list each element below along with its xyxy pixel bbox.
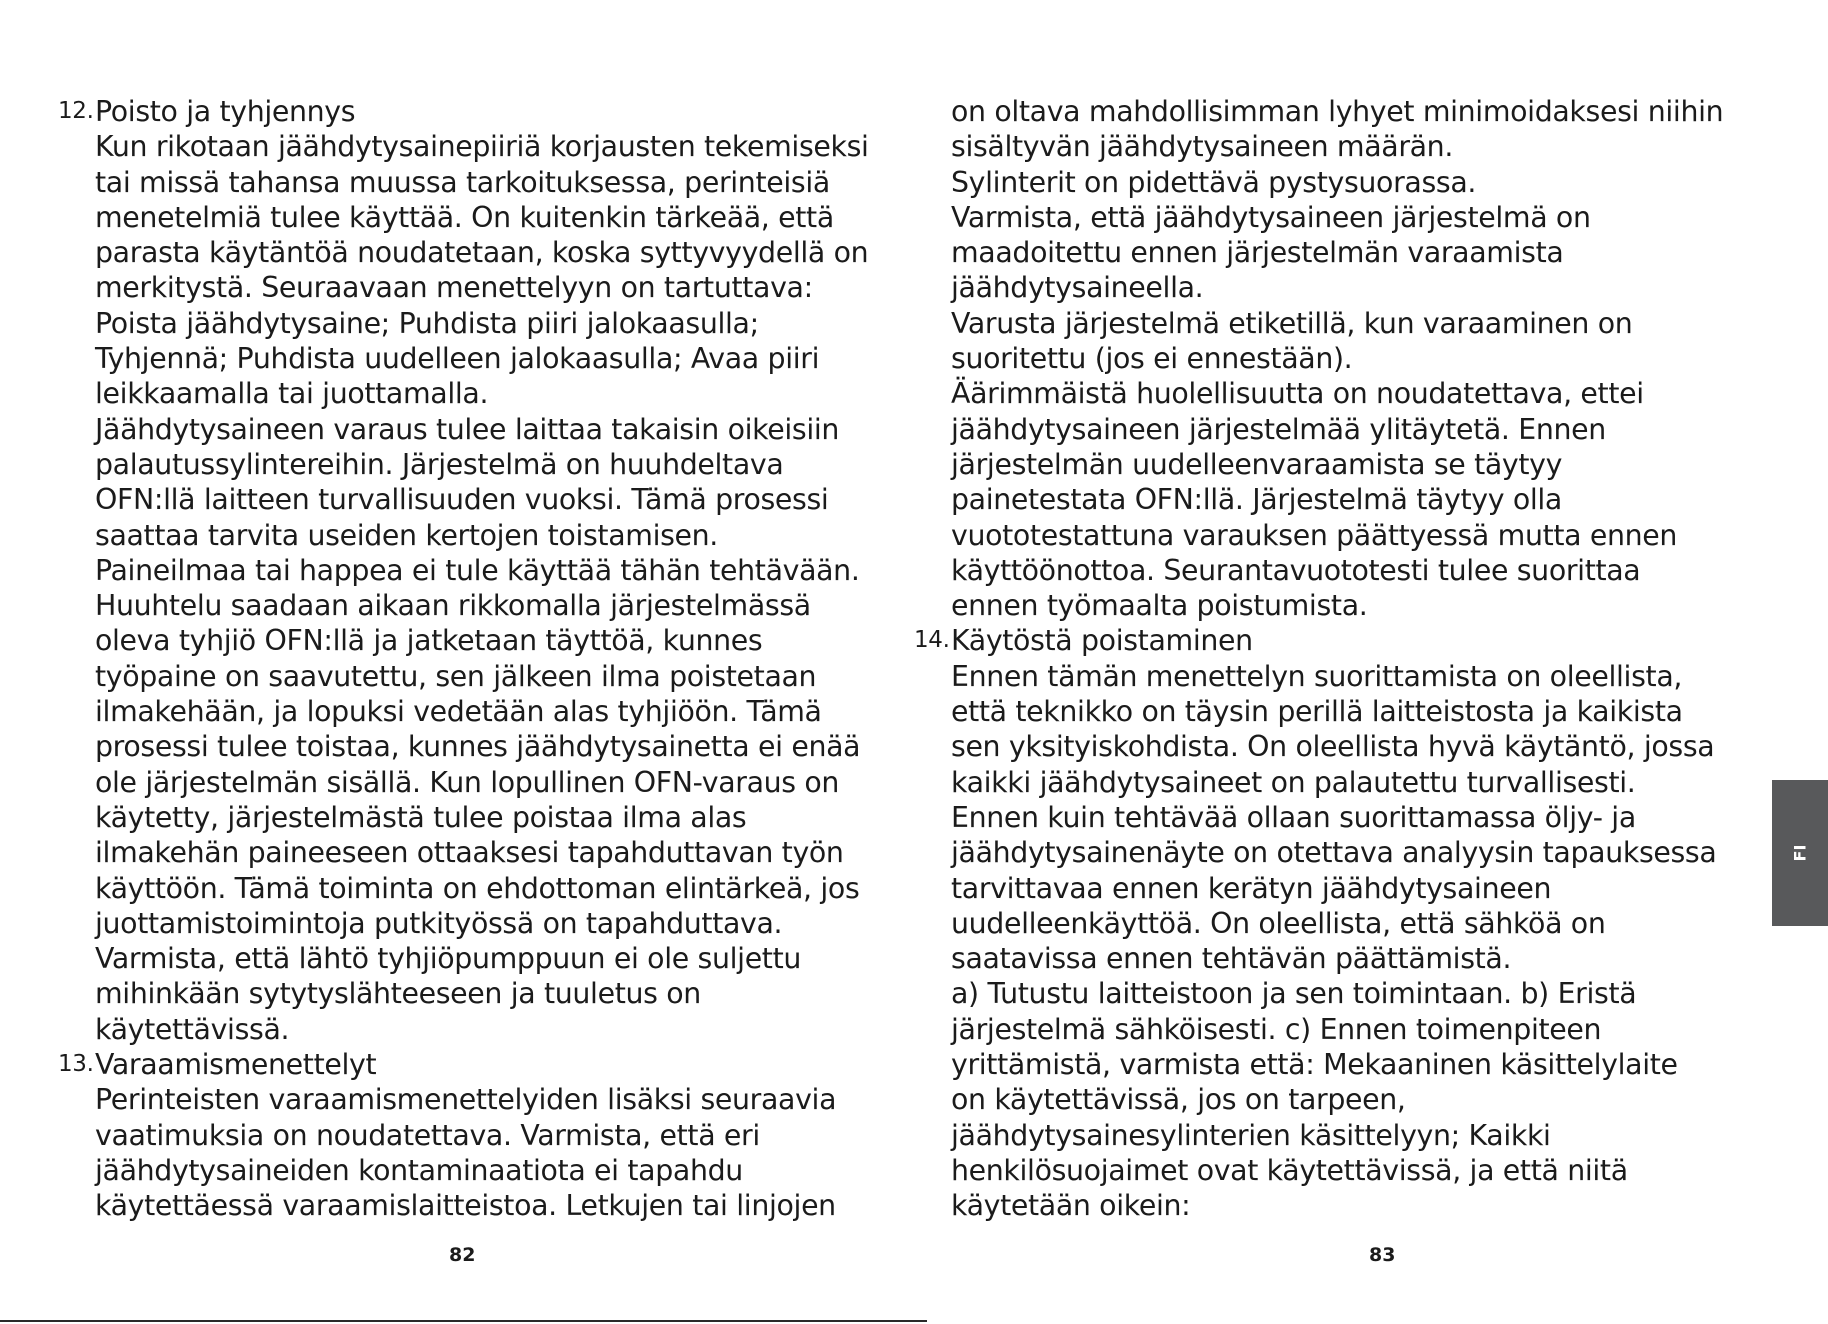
text-line: uudelleenkäyttöä. On oleellista, että sähköä on (951, 906, 1606, 940)
text-line: käytettävissä. (95, 1012, 290, 1046)
bottom-rule (0, 1320, 927, 1322)
text-line: saattaa tarvita useiden kertojen toistamisen. (95, 518, 718, 552)
text-line: sen yksityiskohdista. On oleellista hyvä käytäntö, jossa (951, 730, 1715, 764)
text-line: yrittämistä, varmista että: Mekaaninen käsittelylaite (951, 1048, 1678, 1082)
text-line: Ennen tämän menettelyn suorittamista on oleellista, (951, 659, 1683, 693)
text-line: merkitystä. Seuraavaan menettelyyn on tartuttava: (95, 271, 813, 305)
section-12-heading (58, 94, 888, 129)
text-line: Kun rikotaan jäähdytysainepiiriä korjausten tekemiseksi (95, 130, 869, 164)
right-page (914, 0, 1828, 1324)
text-line: suoritettu (jos ei ennestään). (951, 342, 1353, 376)
text-line: käytetty, järjestelmästä tulee poistaa ilma alas (95, 800, 747, 834)
section-13-continuation (914, 94, 1774, 623)
text-line: järjestelmä sähköisesti. c) Ennen toimenpiteen (951, 1012, 1602, 1046)
text-line: jäähdytysaineella. (951, 271, 1204, 305)
text-line: jäähdytysaineen järjestelmää ylitäytetä. Ennen (951, 412, 1606, 446)
text-line: ennen työmaalta poistumista. (951, 589, 1368, 623)
text-line: ole järjestelmän sisällä. Kun lopullinen OFN-varaus on (95, 765, 840, 799)
text-line: työpaine on saavutettu, sen jälkeen ilma poistetaan (95, 659, 817, 693)
section-title: Poisto ja tyhjennys (95, 95, 356, 128)
page-number: 82 (449, 1244, 476, 1266)
text-line: vaatimuksia on noudatettava. Varmista, että eri (95, 1118, 760, 1152)
text-line: on oltava mahdollisimman lyhyet minimoidaksesi niihin (951, 95, 1724, 128)
section-14-heading (914, 623, 1774, 658)
text-line: Sylinterit on pidettävä pystysuorassa. (951, 165, 1477, 199)
text-line: on käytettävissä, jos on tarpeen, (951, 1083, 1406, 1117)
text-line: ilmakehään, ja lopuksi vedetään alas tyhjiöön. Tämä (95, 695, 822, 729)
text-line: tai missä tahansa muussa tarkoituksessa, perinteisiä (95, 165, 830, 199)
text-line: jäähdytysaineiden kontaminaatiota ei tapahdu (95, 1153, 743, 1187)
text-line: prosessi tulee toistaa, kunnes jäähdytysainetta ei enää (95, 730, 861, 764)
text-line: Poista jäähdytysaine; Puhdista piiri jalokaasulla; (95, 306, 759, 340)
text-line: sisältyvän jäähdytysaineen määrän. (951, 130, 1454, 164)
page-number: 83 (1369, 1244, 1396, 1266)
text-line: järjestelmän uudelleenvaraamista se täytyy (951, 447, 1563, 481)
text-line: jäähdytysainenäyte on otettava analyysin tapauksessa (951, 836, 1717, 870)
left-text-column (58, 94, 888, 1224)
text-line: käyttöönottoa. Seurantavuototesti tulee suorittaa (951, 553, 1641, 587)
text-line: saatavissa ennen tehtävän päättämistä. (951, 942, 1512, 976)
text-line: palautussylintereihin. Järjestelmä on huuhdeltava (95, 447, 784, 481)
text-line: käytetään oikein: (951, 1189, 1191, 1223)
text-line: että teknikko on täysin perillä laitteistosta ja kaikista (951, 695, 1683, 729)
text-line: painetestata OFN:llä. Järjestelmä täytyy olla (951, 483, 1562, 517)
text-line: a) Tutustu laitteistoon ja sen toimintaan. b) Eristä (951, 977, 1637, 1011)
text-line: leikkaamalla tai juottamalla. (95, 377, 489, 411)
text-line: kaikki jäähdytysaineet on palautettu turvallisesti. (951, 765, 1636, 799)
text-line: parasta käytäntöä noudatetaan, koska syttyvyydellä on (95, 236, 869, 270)
text-line: vuototestattuna varauksen päättyessä mutta ennen (951, 518, 1678, 552)
section-title: Varaamismenettelyt (95, 1048, 377, 1082)
text-line: Huuhtelu saadaan aikaan rikkomalla järjestelmässä (95, 589, 811, 623)
text-line: henkilösuojaimet ovat käytettävissä, ja että niitä (951, 1153, 1628, 1187)
text-line: Paineilmaa tai happea ei tule käyttää tähän tehtävään. (95, 553, 860, 587)
text-line: Varmista, että lähtö tyhjiöpumppuun ei ole suljettu (95, 942, 802, 976)
text-line: tarvittavaa ennen kerätyn jäähdytysaineen (951, 871, 1552, 905)
text-line: mihinkään sytytyslähteeseen ja tuuletus on (95, 977, 701, 1011)
right-text-column (914, 94, 1774, 1224)
section-14-body (914, 659, 1774, 1224)
text-line: oleva tyhjiö OFN:llä ja jatketaan täyttöä, kunnes (95, 624, 763, 658)
language-tab (1772, 780, 1828, 926)
text-line: Tyhjennä; Puhdista uudelleen jalokaasulla; Avaa piiri (95, 342, 820, 376)
section-title: Käytöstä poistaminen (951, 624, 1253, 658)
section-number: 13. (58, 1051, 94, 1078)
text-line: Äärimmäistä huolellisuutta on noudatettava, ettei (951, 377, 1644, 411)
text-line: ilmakehän paineeseen ottaaksesi tapahduttavan työn (95, 836, 844, 870)
text-line: Jäähdytysaineen varaus tulee laittaa takaisin oikeisiin (95, 412, 840, 446)
text-line: OFN:llä laitteen turvallisuuden vuoksi. Tämä prosessi (95, 483, 829, 517)
text-line: käytettäessä varaamislaitteistoa. Letkujen tai linjojen (95, 1189, 836, 1223)
text-line: Perinteisten varaamismenettelyiden lisäksi seuraavia (95, 1083, 837, 1117)
section-13-heading (58, 1047, 888, 1082)
text-line: jäähdytysainesylinterien käsittelyyn; Kaikki (951, 1118, 1551, 1152)
section-number: 12. (58, 98, 94, 124)
text-line: Varmista, että jäähdytysaineen järjestelmä on (951, 200, 1591, 234)
text-line: maadoitettu ennen järjestelmän varaamista (951, 236, 1564, 270)
text-line: menetelmiä tulee käyttää. On kuitenkin tärkeää, että (95, 200, 834, 234)
text-line: Varusta järjestelmä etiketillä, kun varaaminen on (951, 306, 1633, 340)
text-line: Ennen kuin tehtävää ollaan suorittamassa öljy- ja (951, 800, 1636, 834)
section-13-body (58, 1082, 888, 1223)
text-line: juottamistoimintoja putkityössä on tapahduttava. (95, 906, 783, 940)
section-12-body (58, 129, 888, 1047)
language-tab-label: FI (1790, 844, 1810, 862)
text-line: käyttöön. Tämä toiminta on ehdottoman elintärkeä, jos (95, 871, 860, 905)
section-number: 14. (914, 627, 950, 654)
